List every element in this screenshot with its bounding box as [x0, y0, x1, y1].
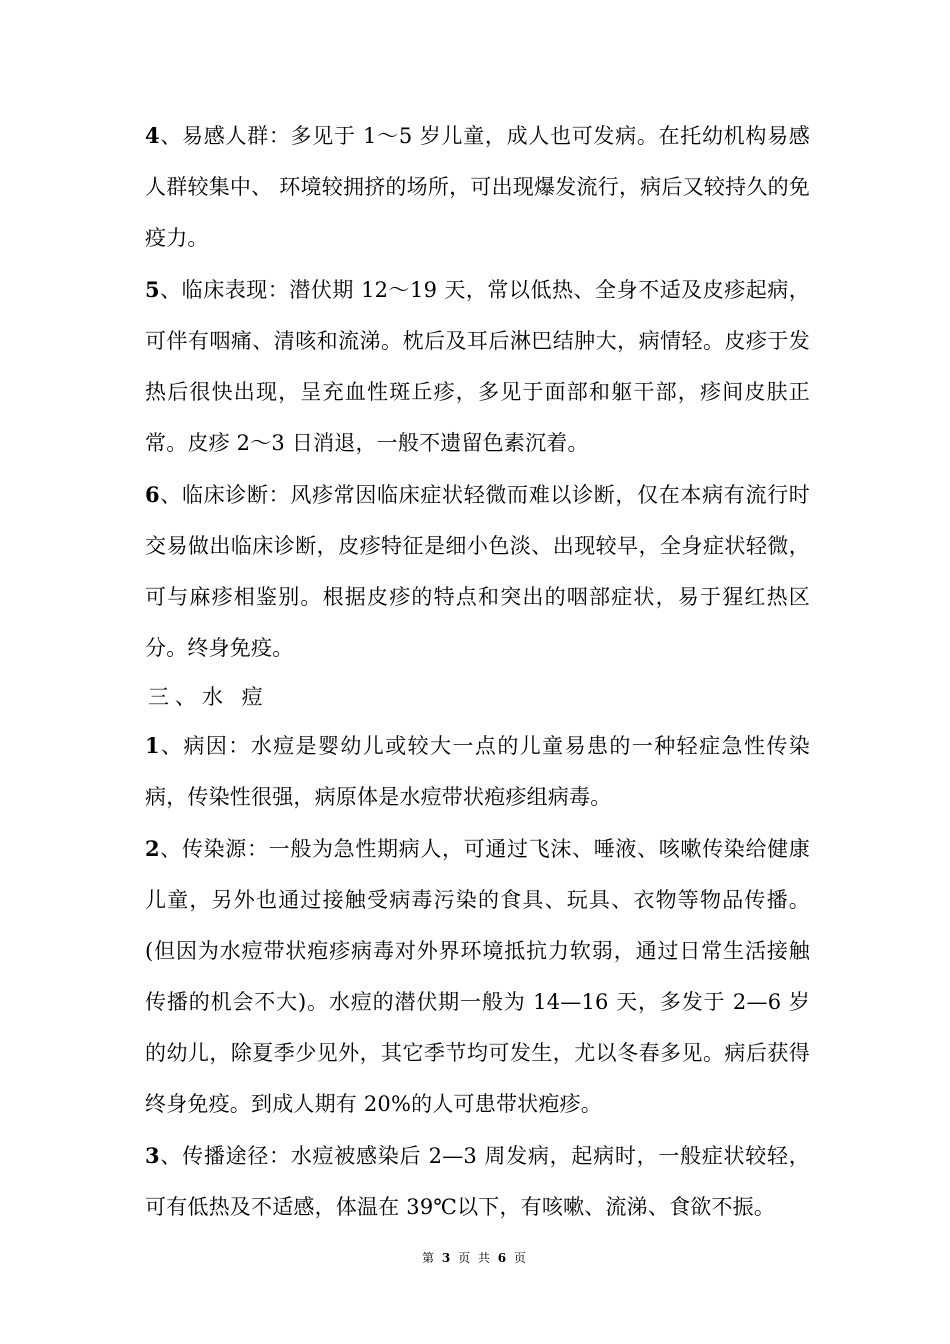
paragraph-text: 、易感人群：多见于 1～5 岁儿童，成人也可发病。在托幼机构易感人群较集中、 环境较拥挤的场所，可出现爆发流行，病后又较持久的免疫力。 — [145, 124, 810, 250]
paragraph-text: 、传播途径：水痘被感染后 2—3 周发病，起病时，一般症状较轻，可有低热及不适感，体温在 39℃以下，有咳嗽、流涕、食欲不振。 — [145, 1144, 810, 1219]
paragraph-susceptible-population — [145, 110, 810, 264]
paragraph-text: 、病因：水痘是婴幼儿或较大一点的儿童易患的一种轻症急性传染病，传染性很强，病原体是水痘带状疱疹组病毒。 — [145, 734, 810, 809]
paragraph-text: 、临床表现：潜伏期 12～19 天，常以低热、全身不适及皮疹起病，可伴有咽痛、清咳和流涕。枕后及耳后淋巴结肿大，病情轻。皮疹于发热后很快出现，呈充血性斑丘疹，多见于面部和躯干部，疹间皮肤正常。皮疹 2～3 日消退，一般不遗留色素沉着。 — [145, 278, 810, 455]
footer-current-page: 3 — [441, 1251, 453, 1265]
footer-suffix: 页 — [513, 1251, 528, 1265]
footer-total-pages: 6 — [497, 1251, 509, 1265]
paragraph-text: 、临床诊断：风疹常因临床症状轻微而难以诊断，仅在本病有流行时交易做出临床诊断，皮疹特征是细小色淡、出现较早，全身症状轻微，可与麻疹相鉴别。根据皮疹的特点和突出的咽部症状，易于猩红热区分。终身免疫。 — [145, 483, 810, 660]
paragraph-infection-source — [145, 823, 810, 1130]
paragraph-number: 4 — [145, 123, 160, 148]
paragraph-transmission-route — [145, 1130, 810, 1233]
paragraph-number: 3 — [145, 1143, 160, 1168]
paragraph-cause — [145, 720, 810, 823]
paragraph-number: 1 — [145, 733, 160, 758]
section-title-chickenpox: 三、水 痘 — [148, 685, 269, 709]
paragraph-clinical-diagnosis — [145, 469, 810, 674]
paragraph-text: 、传染源：一般为急性期病人，可通过飞沫、唾液、咳嗽传染给健康儿童，另外也通过接触受病毒污染的食具、玩具、衣物等物品传播。(但因为水痘带状疱疹病毒对外界环境抵抗力软弱，通过日常生活接触传播的机会不大)。水痘的潜伏期一般为 14—16 天，多发于 2—6 岁的幼儿，除夏季少见外，其它季节均可发生，尤以冬春多见。病后获得终身免疫。到成人期有 20%的人可患带状疱疹。 — [145, 837, 810, 1116]
document-body — [145, 110, 810, 1233]
paragraph-number: 2 — [145, 836, 160, 861]
page-footer — [0, 1250, 950, 1266]
footer-prefix: 第 — [422, 1251, 437, 1265]
paragraph-clinical-manifestation — [145, 264, 810, 469]
footer-middle: 页 共 — [458, 1251, 492, 1265]
paragraph-number: 6 — [145, 482, 160, 507]
paragraph-number: 5 — [145, 277, 160, 302]
